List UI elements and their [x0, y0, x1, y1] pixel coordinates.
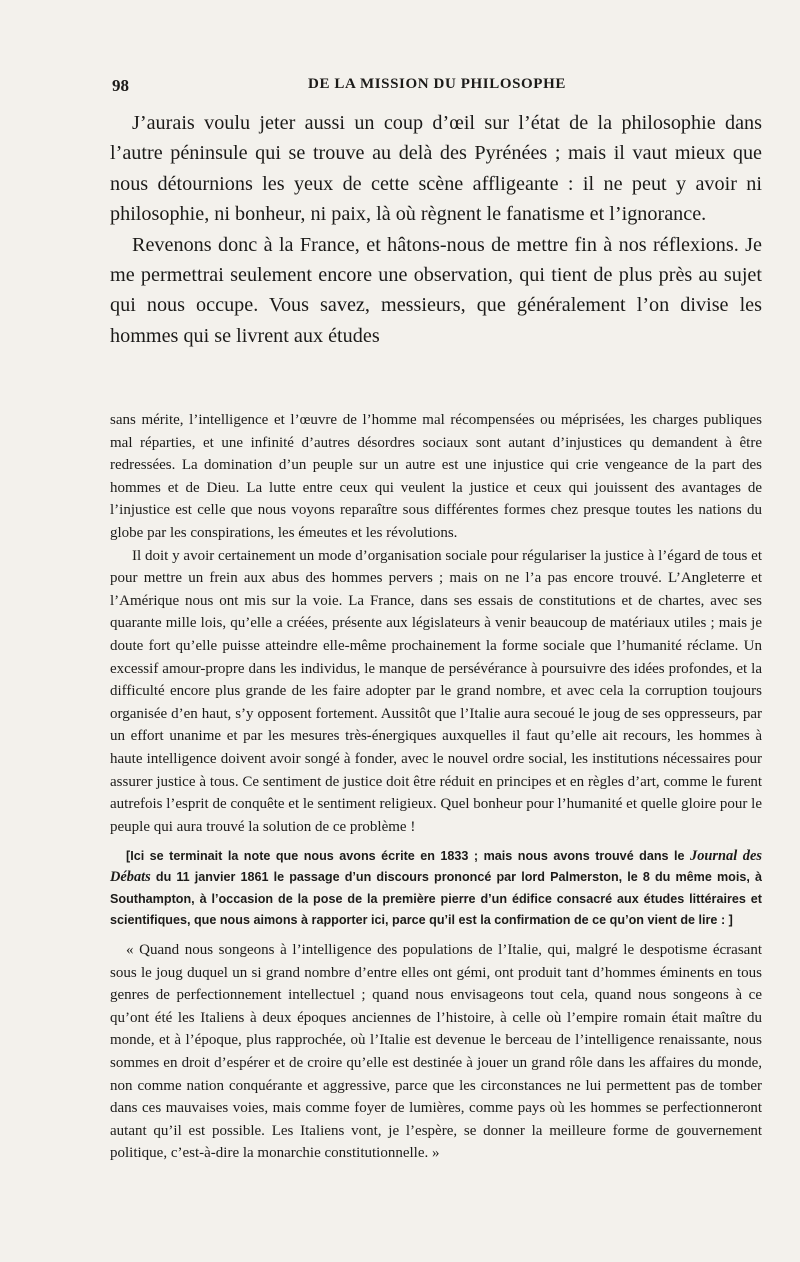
page-number: 98	[112, 76, 129, 95]
main-paragraph-2: Revenons donc à la France, et hâtons-nous de mettre fin à nos réflexions. Je me permettrai seulement encore une observation, qui tient de plus près au sujet qui nous occupe. Vous savez, messieurs, que généralement l’on divise les hommes qui se livrent aux études	[110, 233, 762, 347]
bracket-text-end: du 11 janvier 1861 le passage d’un discours prononcé par lord Palmerston, le 8 du même mois, à Southampton, à l’occasion de la pose de la première pierre d’un édifice consacré aux études littéraires et scientifiques, que nous aimons à rapporter ici, parce qu’il est la confirmation de ce qu’on vient de lire : ]	[110, 870, 762, 927]
journal-title: Journal des Débats	[110, 848, 762, 886]
main-paragraph-1: J’aurais voulu jeter aussi un coup d’œil sur l’état de la philosophie dans l’autre péninsule qui se trouve au delà des Pyrénées ; mais il vaut mieux que nous détournions les yeux de cette scène affligeante : il ne peut y avoir ni philosophie, ni bonheur, ni paix, là où règnent le fanatisme et l’ignorance.	[110, 112, 762, 226]
footnote	[110, 409, 762, 1165]
running-header	[112, 76, 762, 100]
footnote-paragraph: Il doit y avoir certainement un mode d’organisation sociale pour régulariser la justice à l’égard de tous et pour mettre un frein aux abus des hommes pervers ; mais on ne l’a pas encore trouvé. L’Angleterre et l’Amérique nous ont mis sur la voie. La France, dans ses essais de constitutions et de chartes, avec ses quarante mille lois, qu’elle a créées, présente aux législateurs à venir beaucoup de matériaux utiles ; mais je doute fort qu’elle puisse atteindre elle-même prochainement la forme sociale que l’humanité réclame. Un excessif amour-propre dans les individus, le manque de persévérance à poursuivre des idées profondes, et la difficulté encore plus grande de les faire adopter par le grand nombre, et avec cela la corruption toujours organisée d’en haut, s’y opposent fortement. Aussitôt que l’Italie aura secoué le joug de ses oppresseurs, par un effort unanime et par les mesures très-énergiques auxquelles il faut qu’elle ait recours, les hommes à haute intelligence doivent avoir songé à fonder, avec le nouvel ordre social, les institutions nécessaires pour assurer justice à tous. Ce sentiment de justice doit être réduit en principes et en règles d’art, comme le furent autrefois l’esprit de conquête et le sentiment religieux. Quel bonheur pour l’humanité et quelle gloire pour le peuple qui aura trouvé la solution de ce problème !	[110, 547, 762, 835]
palmerston-quote: « Quand nous songeons à l’intelligence des populations de l’Italie, qui, malgré le despotisme écrasant sous le joug duquel un si grand nombre d’entre elles ont gémi, ont produit tant d’hommes éminents en tous genres de perfectionnement intellectuel ; quand nous envisageons tout cela, quand nous songeons à ce qu’ont été les Italiens à deux époques anciennes de l’histoire, à celle où l’empire romain était maître du monde, et à l’époque, plus rapprochée, où l’Italie est devenue le berceau de l’intelligence renaissante, nous sommes en droit d’espérer et de croire qu’elle est destinée à jouer un grand rôle dans les affaires du monde, non comme nation conquérante et aggressive, parce que les circonstances ne lui permettent pas de tomber dans ces mauvaises voies, mais comme foyer de lumières, comme pays où les hommes se perfectionneront autant qu’il est possible. Les Italiens vont, je l’espère, se donner la meilleure forme de gouvernement politique, c’est-à-dire la monarchie constitutionnelle. »	[110, 942, 762, 1162]
bracket-text-start: [Ici se terminait la note que nous avons écrite en 1833 ; mais nous avons trouvé dans le	[126, 849, 691, 864]
editorial-bracket-note	[110, 846, 762, 931]
footnote-paragraph-continued: sans mérite, l’intelligence et l’œuvre de l’homme mal récompensées ou méprisées, les charges publiques mal réparties, et une infinité d’autres désordres sociaux sont autant d’injustices qu demandent à être redressées. La domination d’un peuple sur un autre est une injustice qui crie vengeance de la part des hommes et de Dieu. La lutte entre ceux qui veulent la justice et ceux qui jouissent des avantages de l’injustice est celle que nous voyons reparaître sous différentes formes chez presque toutes les nations du globe par les conspirations, les émeutes et les révolutions.	[110, 412, 762, 541]
running-title: DE LA MISSION DU PHILOSOPHE	[308, 76, 566, 92]
main-text	[110, 108, 762, 351]
